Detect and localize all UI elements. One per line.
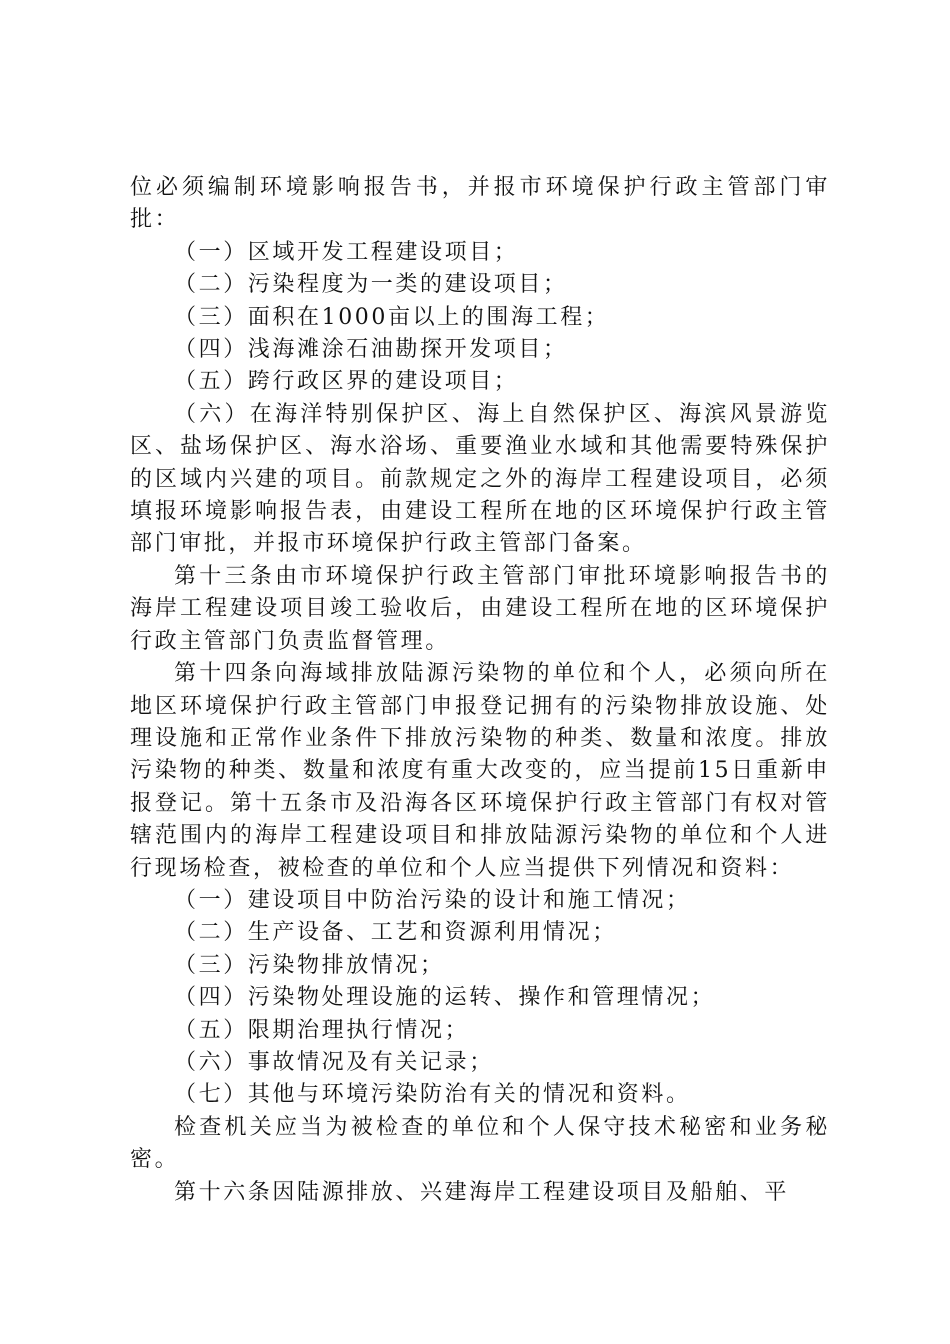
paragraph-5: （五）跨行政区界的建设项目； — [174, 369, 519, 395]
paragraph-13: （五）限期治理执行情况； — [174, 1017, 470, 1043]
paragraph-3: （三）面积在1000亩以上的围海工程； — [174, 304, 610, 330]
paragraph-14: （六）事故情况及有关记录； — [174, 1049, 494, 1075]
paragraph-4: （四）浅海滩涂石油勘探开发项目； — [174, 337, 568, 363]
paragraph-12: （四）污染物处理设施的运转、操作和管理情况； — [174, 985, 716, 1011]
paragraph-16: 检查机关应当为被检查的单位和个人保守技术秘密和业务秘密。 — [130, 1114, 830, 1173]
paragraph-7: 第十三条由市环境保护行政主管部门审批环境影响报告书的海岸工程建设项目竣工验收后，由建设工程所在地的区环境保护行政主管部门负责监督管理。 — [130, 563, 830, 654]
document-body — [130, 172, 830, 1209]
paragraph-2: （二）污染程度为一类的建设项目； — [174, 272, 568, 298]
paragraph-6: （六）在海洋特别保护区、海上自然保护区、海滨风景游览区、盐场保护区、海水浴场、重要渔业水域和其他需要特殊保护的区域内兴建的项目。前款规定之外的海岸工程建设项目，必须填报环境影响报告表，由建设工程所在地的区环境保护行政主管部门审批，并报市环境保护行政主管部门备案。 — [130, 401, 830, 557]
paragraph-0: 位必须编制环境影响报告书，并报市环境保护行政主管部门审批： — [130, 175, 830, 233]
paragraph-17: 第十六条因陆源排放、兴建海岸工程建设项目及船舶、平 — [174, 1179, 790, 1205]
paragraph-10: （二）生产设备、工艺和资源利用情况； — [174, 920, 617, 946]
paragraph-8: 第十四条向海域排放陆源污染物的单位和个人，必须向所在地区环境保护行政主管部门申报登记拥有的污染物排放设施、处理设施和正常作业条件下排放污染物的种类、数量和浓度。排放污染物的种类、数量和浓度有重大改变的，应当提前15日重新申报登记。第十五条市及沿海各区环境保护行政主管部门有权对管辖范围内的海岸工程建设项目和排放陆源污染物的单位和个人进行现场检查，被检查的单位和个人应当提供下列情况和资料： — [130, 661, 830, 881]
paragraph-15: （七）其他与环境污染防治有关的情况和资料。 — [174, 1082, 691, 1108]
paragraph-9: （一）建设项目中防治污染的设计和施工情况； — [174, 887, 691, 913]
paragraph-1: （一）区域开发工程建设项目； — [174, 239, 519, 265]
paragraph-11: （三）污染物排放情况； — [174, 952, 445, 978]
